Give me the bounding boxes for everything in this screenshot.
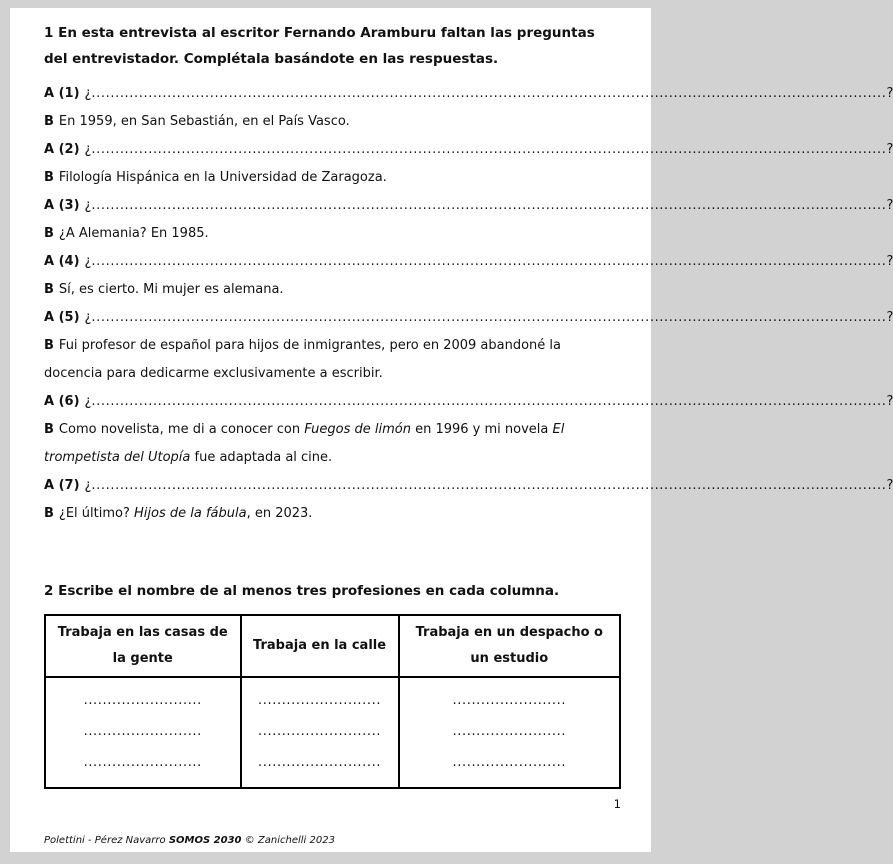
exercise-2	[44, 578, 621, 789]
question-line-5	[44, 304, 893, 332]
inverted-question-mark: ¿	[84, 310, 92, 325]
footer-copyright: © Zanichelli 2023	[244, 835, 335, 846]
inverted-question-mark: ¿	[84, 198, 92, 213]
table-header-despacho: Trabaja en un despacho o un estudio	[399, 615, 620, 677]
inverted-question-mark: ¿	[84, 86, 92, 101]
book-title: Hijos de la fábula	[134, 506, 247, 521]
inverted-question-mark: ¿	[84, 142, 92, 157]
worksheet-page	[10, 8, 893, 852]
table-cell-blank: ..........................	[241, 677, 399, 716]
table-header-row	[45, 615, 620, 677]
professions-table	[44, 614, 621, 789]
table-cell-blank: ........................	[399, 677, 620, 716]
question-blank-dots: ........................................................................................................................................................................	[91, 254, 887, 269]
speaker-b-label: B	[44, 338, 54, 353]
speaker-b-label: B	[44, 226, 54, 241]
interview-item-4	[44, 248, 893, 304]
question-mark: ?	[886, 198, 893, 213]
question-blank-dots: ........................................................................................................................................................................	[91, 198, 887, 213]
page-number: 1	[613, 797, 621, 811]
speaker-b-label: B	[44, 114, 54, 129]
inverted-question-mark: ¿	[84, 478, 92, 493]
answer-line-4	[44, 276, 596, 304]
answer-text: Filología Hispánica en la Universidad de Zaragoza.	[58, 170, 387, 185]
question-blank-dots: ........................................................................................................................................................................	[91, 394, 887, 409]
speaker-a-label: A (1)	[44, 86, 80, 101]
question-blank-dots: ........................................................................................................................................................................	[91, 478, 887, 493]
answer-line-6	[44, 416, 596, 472]
answer-text: ¿El último?	[58, 506, 134, 521]
question-line-7	[44, 472, 893, 500]
question-blank-dots: ........................................................................................................................................................................	[91, 310, 887, 325]
answer-text: En 1959, en San Sebastián, en el País Vasco.	[58, 114, 350, 129]
table-header-calle: Trabaja en la calle	[241, 615, 399, 677]
speaker-b-label: B	[44, 170, 54, 185]
footer-series-title: SOMOS 2030	[168, 835, 242, 846]
interview-item-1	[44, 80, 893, 136]
book-title: Fuegos de limón	[304, 422, 411, 437]
question-mark: ?	[886, 142, 893, 157]
answer-text: ¿A Alemania? En 1985.	[58, 226, 209, 241]
table-row	[45, 747, 620, 788]
answer-line-3	[44, 220, 596, 248]
answer-text: Como novelista, me di a conocer con	[58, 422, 305, 437]
answer-line-7	[44, 500, 596, 528]
answer-text: fue adaptada al cine.	[190, 450, 333, 465]
exercise-1-title: 1 En esta entrevista al escritor Fernando Aramburu faltan las preguntas del entrevistador. Complétala basándote en las respuestas.	[44, 25, 595, 67]
table-cell-blank: ..........................	[241, 747, 399, 788]
answer-line-5	[44, 332, 596, 388]
table-cell-blank: .........................	[45, 677, 241, 716]
question-mark: ?	[886, 478, 893, 493]
question-mark: ?	[886, 86, 893, 101]
book-title: El trompetista del Utopía	[44, 422, 565, 465]
question-blank-dots: ........................................................................................................................................................................	[91, 86, 887, 101]
question-line-2	[44, 136, 893, 164]
question-mark: ?	[886, 310, 893, 325]
interview-item-6	[44, 388, 893, 472]
answer-text: , en 2023.	[246, 506, 313, 521]
speaker-a-label: A (3)	[44, 198, 80, 213]
interview-item-7	[44, 472, 893, 528]
inverted-question-mark: ¿	[84, 394, 92, 409]
interview-item-5	[44, 304, 893, 388]
table-row	[45, 677, 620, 716]
question-line-6	[44, 388, 893, 416]
answer-text: Sí, es cierto. Mi mujer es alemana.	[58, 282, 284, 297]
inverted-question-mark: ¿	[84, 254, 92, 269]
footer-authors: Polettini - Pérez Navarro	[44, 835, 166, 846]
footer-credit	[44, 835, 335, 846]
answer-line-2	[44, 164, 596, 192]
exercise-1	[44, 20, 893, 528]
speaker-b-label: B	[44, 506, 54, 521]
speaker-a-label: A (7)	[44, 478, 80, 493]
question-mark: ?	[886, 254, 893, 269]
exercise-2-title: 2 Escribe el nombre de al menos tres profesiones en cada columna.	[44, 583, 560, 599]
question-mark: ?	[886, 394, 893, 409]
answer-line-1	[44, 108, 596, 136]
speaker-b-label: B	[44, 422, 54, 437]
question-line-4	[44, 248, 893, 276]
answer-text: Fui profesor de español para hijos de inmigrantes, pero en 2009 abandoné la docencia para dedicarme exclusivamente a escribir.	[44, 338, 562, 381]
speaker-a-label: A (2)	[44, 142, 80, 157]
speaker-a-label: A (6)	[44, 394, 80, 409]
question-line-3	[44, 192, 893, 220]
table-row	[45, 716, 620, 747]
interview-item-3	[44, 192, 893, 248]
table-cell-blank: ..........................	[241, 716, 399, 747]
question-blank-dots: ........................................................................................................................................................................	[91, 142, 887, 157]
speaker-a-label: A (5)	[44, 310, 80, 325]
table-header-casas: Trabaja en las casas de la gente	[45, 615, 241, 677]
speaker-a-label: A (4)	[44, 254, 80, 269]
table-cell-blank: .........................	[45, 747, 241, 788]
answer-text: en 1996 y mi novela	[410, 422, 553, 437]
table-cell-blank: ........................	[399, 747, 620, 788]
speaker-b-label: B	[44, 282, 54, 297]
interview-item-2	[44, 136, 893, 192]
table-cell-blank: ........................	[399, 716, 620, 747]
question-line-1	[44, 80, 893, 108]
table-cell-blank: .........................	[45, 716, 241, 747]
